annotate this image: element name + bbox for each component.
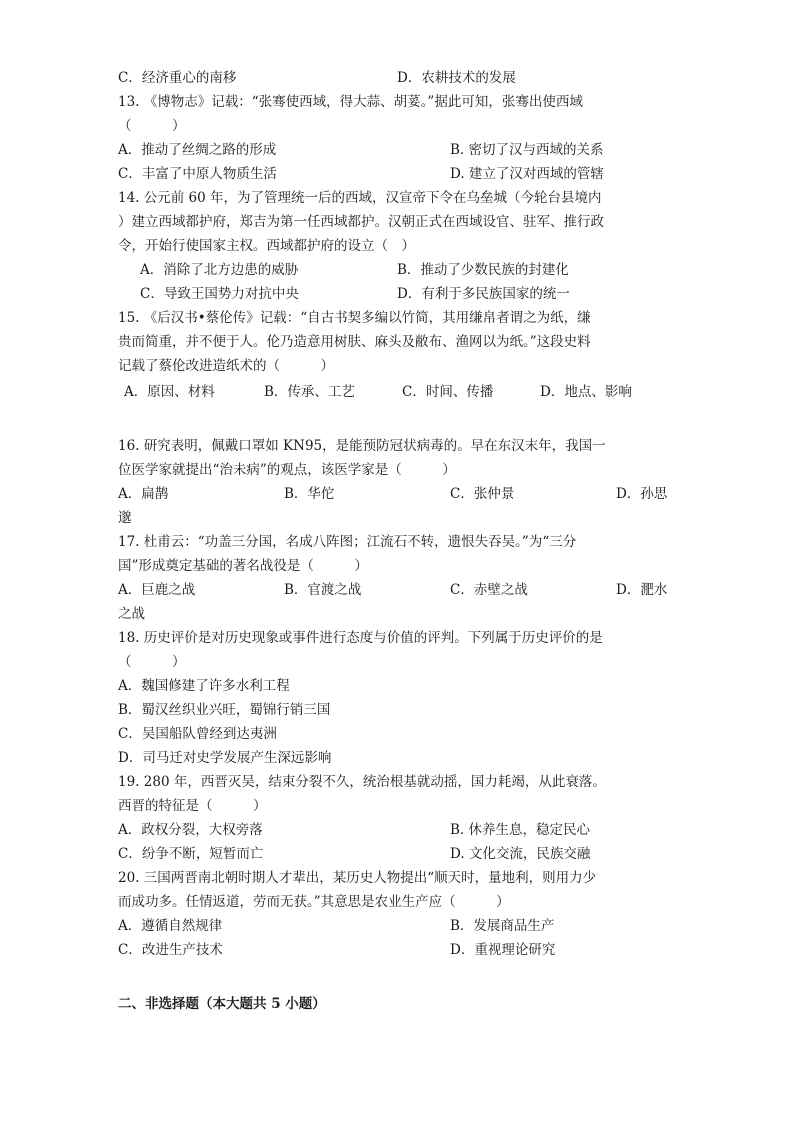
q20-option-c: C．改进生产技术 bbox=[118, 942, 223, 958]
spacer bbox=[118, 406, 678, 434]
q18-option-a: A．魏国修建了许多水利工程 bbox=[118, 678, 290, 694]
q20-stem-line1: 20. 三国两晋南北朝时期人才辈出，某历史人物提出“顺天时，量地利，则用力少 bbox=[118, 870, 597, 886]
q15-option-a: A．原因、材料 bbox=[124, 384, 215, 400]
q16-options bbox=[118, 482, 678, 506]
exam-page bbox=[118, 66, 678, 1016]
spacer bbox=[118, 962, 678, 992]
q16-stem-line1: 16. 研究表明，佩戴口罩如 KN95，是能预防冠状病毒的。早在东汉末年，我国一 bbox=[118, 438, 606, 454]
q15-option-b: B．传承、工艺 bbox=[264, 384, 355, 400]
q14-options-ab bbox=[118, 258, 678, 282]
q17-stem-line2: 国”形成奠定基础的著名战役是（ ） bbox=[118, 558, 368, 574]
q16-option-c: C．张仲景 bbox=[450, 486, 515, 502]
q12-option-d: D．农耕技术的发展 bbox=[397, 70, 516, 86]
q20-options-ab bbox=[118, 914, 678, 938]
q13-stem-line1: 13. 《博物志》记载：“张骞使西域，得大蒜、胡荽。”据此可知，张骞出使西域 bbox=[118, 94, 583, 110]
q17-option-c: C．赤壁之战 bbox=[450, 582, 528, 598]
q17-option-d: D．淝水 bbox=[616, 582, 668, 598]
q17-option-d-wrap: 之战 bbox=[118, 606, 145, 622]
q13-option-c: C．丰富了中原人物质生活 bbox=[118, 166, 277, 182]
q16-option-b: B．华佗 bbox=[284, 486, 335, 502]
q15-option-d: D．地点、影响 bbox=[540, 384, 632, 400]
q19-option-b: B. 休养生息，稳定民心 bbox=[450, 822, 591, 838]
q14-stem-line1: 14. 公元前 60 年，为了管理统一后的西域，汉宣帝下令在乌垒城（今轮台县境内 bbox=[118, 190, 602, 206]
q15-stem-line1: 15. 《后汉书•蔡伦传》记载：“自古书契多编以竹简，其用缣帛者谓之为纸，缣 bbox=[118, 310, 591, 326]
q13-stem-line2: （ ） bbox=[118, 118, 186, 134]
q18-option-b: B．蜀汉丝织业兴旺，蜀锦行销三国 bbox=[118, 702, 331, 718]
q20-option-a: A．遵循自然规律 bbox=[118, 918, 223, 934]
q17-stem-line1: 17. 杜甫云：“功盖三分国，名成八阵图；江流石不转，遗恨失吞吴。”为“三分 bbox=[118, 534, 577, 550]
q19-options-ab bbox=[118, 818, 678, 842]
q14-options-cd bbox=[118, 282, 678, 306]
q19-stem-line1: 19. 280 年，西晋灭吴，结束分裂不久，统治根基就动摇，国力耗竭，从此衰落。 bbox=[118, 774, 606, 790]
q14-option-c: C．导致王国势力对抗中央 bbox=[140, 286, 299, 302]
q20-option-b: B．发展商品生产 bbox=[450, 918, 555, 934]
q20-stem-line2: 而成功多。任情返道，劳而无获。”其意思是农业生产应（ ） bbox=[118, 894, 510, 910]
q16-option-a: A．扁鹊 bbox=[118, 486, 169, 502]
q18-stem-line1: 18. 历史评价是对历史现象或事件进行态度与价值的评判。下列属于历史评价的是 bbox=[118, 630, 603, 646]
q13-options-cd bbox=[118, 162, 678, 186]
q14-option-b: B．推动了少数民族的封建化 bbox=[397, 262, 569, 278]
q18-stem-line2: （ ） bbox=[118, 654, 186, 670]
q19-stem-line2: 西晋的特征是（ ） bbox=[118, 798, 267, 814]
q14-option-d: D．有利于多民族国家的统一 bbox=[397, 286, 570, 302]
q12-options-cd bbox=[118, 66, 678, 90]
q19-options-cd bbox=[118, 842, 678, 866]
q15-option-c: C．时间、传播 bbox=[402, 384, 494, 400]
q16-option-d: D．孙思 bbox=[616, 486, 668, 502]
q19-option-c: C．纷争不断，短暂而亡 bbox=[118, 846, 264, 862]
q15-options bbox=[118, 378, 678, 406]
q17-option-a: A．巨鹿之战 bbox=[118, 582, 196, 598]
q15-stem-line3: 记载了蔡伦改进造纸术的（ ） bbox=[118, 358, 334, 374]
q16-stem-line2: 位医学家就提出“治未病”的观点，该医学家是（ ） bbox=[118, 462, 456, 478]
q12-option-c: C．经济重心的南移 bbox=[118, 70, 237, 86]
q18-option-c: C．吴国船队曾经到达夷洲 bbox=[118, 726, 277, 742]
q17-option-b: B．官渡之战 bbox=[284, 582, 362, 598]
q20-options-cd bbox=[118, 938, 678, 962]
q15-stem-line2: 贵而简重，并不便于人。伦乃造意用树肤、麻头及敝布、渔网以为纸。”这段史料 bbox=[118, 334, 591, 350]
section-heading: 二、非选择题（本大题共 5 小题） bbox=[118, 996, 326, 1012]
q13-option-d: D. 建立了汉对西域的管辖 bbox=[450, 166, 604, 182]
q18-option-d: D．司马迁对史学发展产生深远影响 bbox=[118, 750, 332, 766]
q16-option-d-wrap: 邈 bbox=[118, 510, 132, 526]
q14-stem-line3: 令，开始行使国家主权。西域都护府的设立（ ） bbox=[118, 238, 415, 254]
q14-stem-line2: ）建立西域都护府，郑吉为第一任西域都护。汉朝正式在西域设官、驻军、推行政 bbox=[118, 214, 604, 230]
q13-options-ab bbox=[118, 138, 678, 162]
q19-option-a: A．政权分裂，大权旁落 bbox=[118, 822, 263, 838]
q13-option-b: B. 密切了汉与西域的关系 bbox=[450, 142, 604, 158]
q20-option-d: D．重视理论研究 bbox=[450, 942, 556, 958]
q13-option-a: A．推动了丝绸之路的形成 bbox=[118, 142, 277, 158]
q14-option-a: A．消除了北方边患的威胁 bbox=[140, 262, 299, 278]
q17-options bbox=[118, 578, 678, 602]
q19-option-d: D. 文化交流，民族交融 bbox=[450, 846, 591, 862]
